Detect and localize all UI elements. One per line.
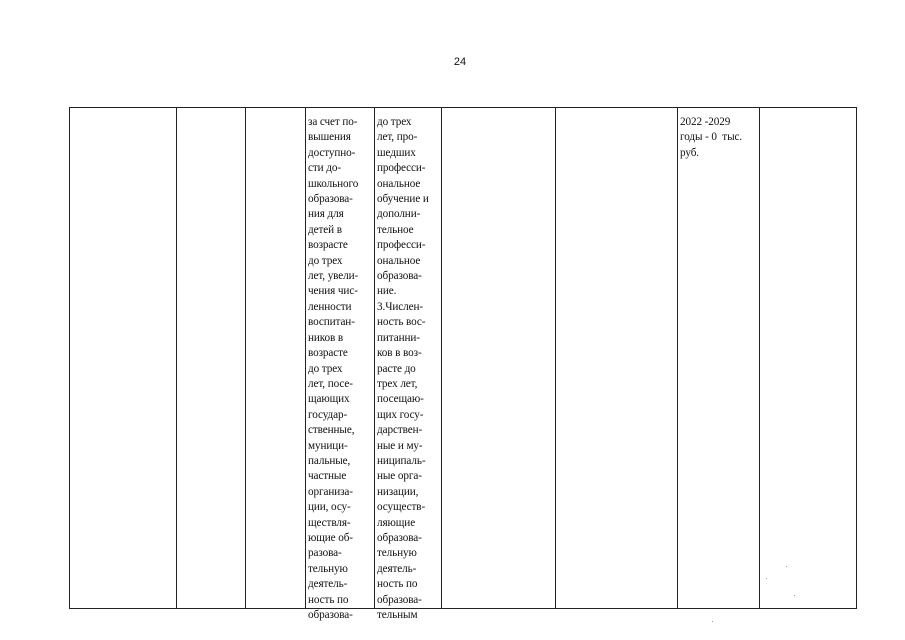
column-divider <box>245 108 246 608</box>
scan-speck <box>786 566 787 567</box>
column-divider <box>176 108 177 608</box>
program-table <box>69 107 857 621</box>
column-divider <box>374 108 375 608</box>
table-cell-col4: за счет по- вышения доступно- сти до- школьного образова- ния для детей в возрасте до трех лет, увели- чения чис- ленности воспитан- ников в возрасте до трех лет, посе- щающих государ- ственные, муници- пальные, частные организа- ции, осу- ществля- ющие об- разова- тельную деятель- ность по образова- <box>308 116 359 621</box>
scan-speck <box>794 595 795 596</box>
column-divider <box>677 108 678 608</box>
scan-speck <box>712 621 713 622</box>
column-divider <box>555 108 556 608</box>
page-number: 24 <box>453 56 467 68</box>
column-divider <box>759 108 760 608</box>
column-divider <box>305 108 306 608</box>
scan-speck <box>766 578 767 579</box>
table-cell-col8: 2022 -2029 годы - 0 тыс. руб. <box>680 116 743 159</box>
table-cell-col5: до трех лет, про- шедших професси- ональное обучение и дополни- тельное професси- ональное образова- ние. 3.Числен- ность вос- питанни- ков в воз- расте до трех лет, посещаю- щих госу- дарствен- ные и му- ниципаль- ные орга- низации, осуществ- ляющие образова- тельную деятель- ность по образова- тельным <box>377 116 429 621</box>
column-divider <box>441 108 442 608</box>
